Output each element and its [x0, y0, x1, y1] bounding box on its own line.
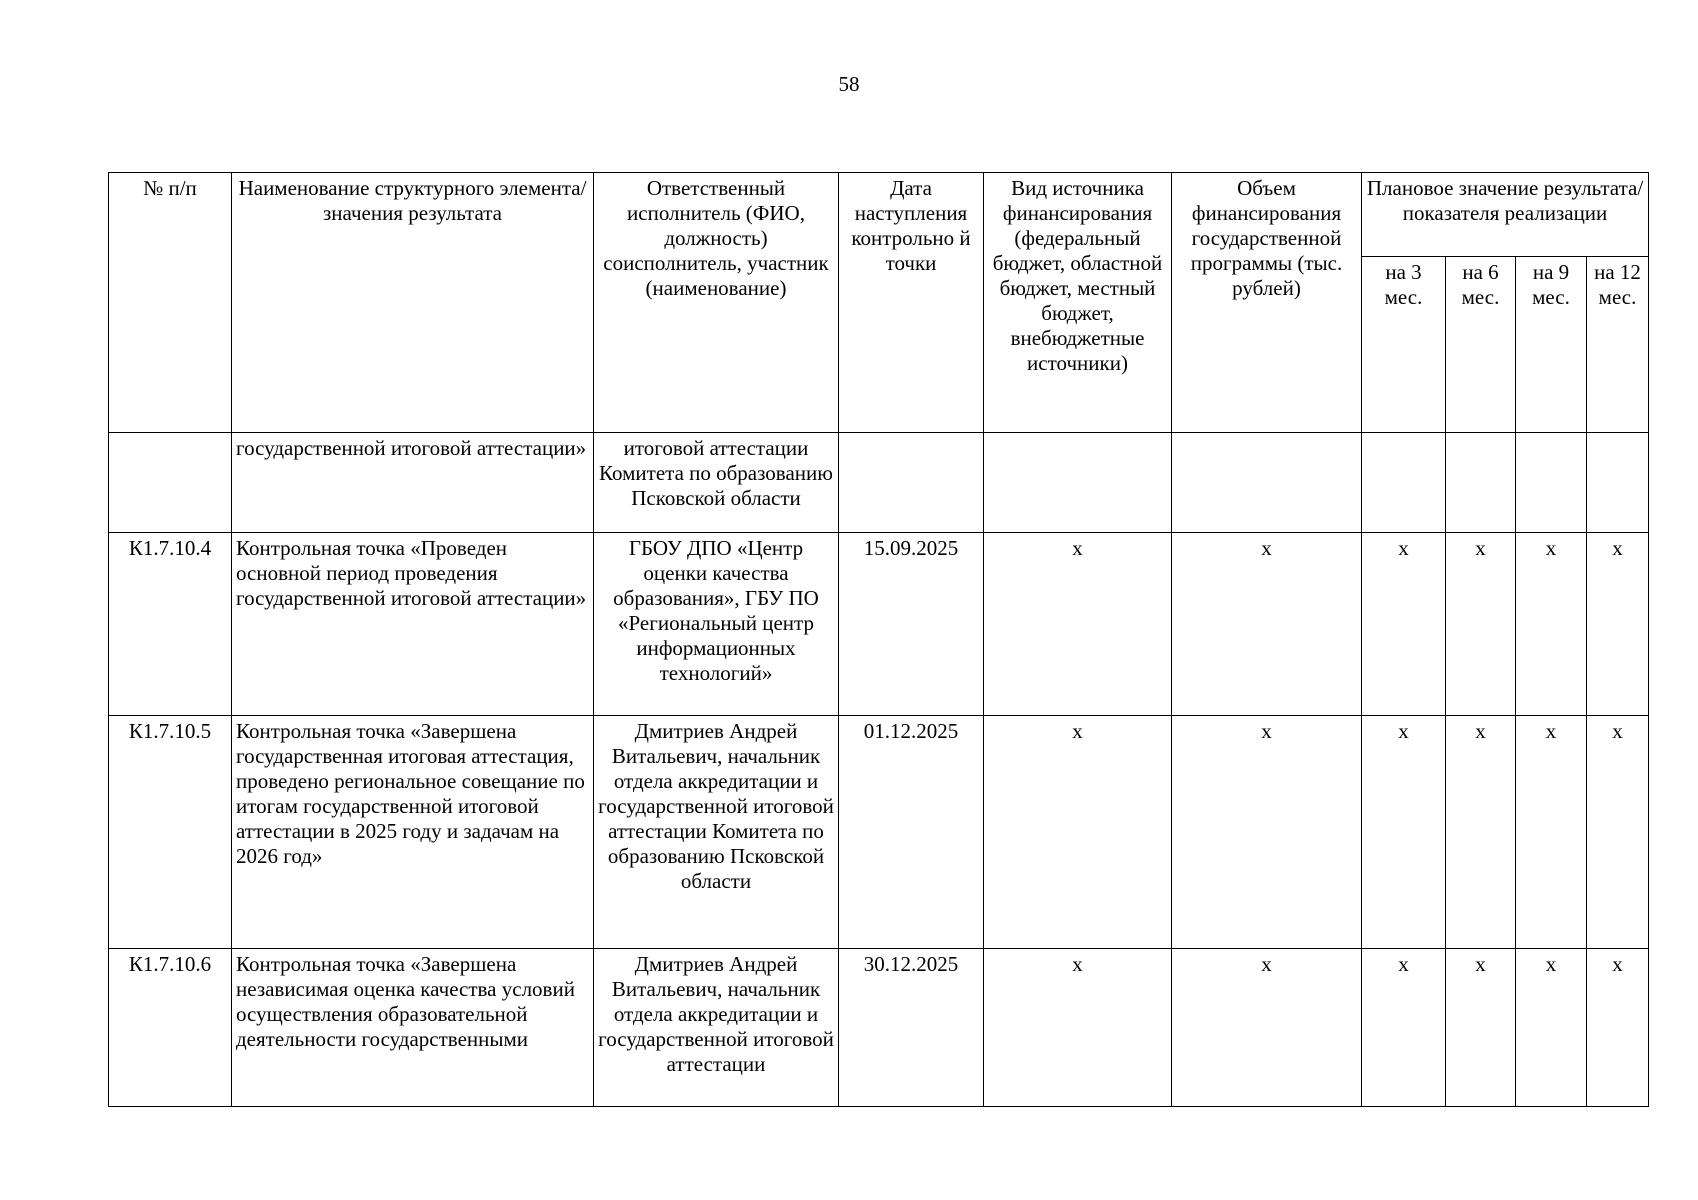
- control-points-table: [108, 172, 1649, 1107]
- row-num: К1.7.10.6: [109, 949, 232, 1107]
- row-m3: х: [1362, 949, 1446, 1107]
- header-m12: на 12 мес.: [1587, 257, 1649, 433]
- header-num: № п/п: [109, 173, 232, 433]
- row-responsible: Дмитриев Андрей Витальевич, начальник отдела аккредитации и государственной итоговой аттестации Комитета по образованию Псковской области: [594, 716, 839, 949]
- table-header-row: [109, 173, 1649, 257]
- row-date: 30.12.2025: [839, 949, 984, 1107]
- row-name: Контрольная точка «Проведен основной период проведения государственной итоговой аттестации»: [232, 533, 594, 716]
- row-date: [839, 433, 984, 533]
- row-m6: х: [1446, 533, 1516, 716]
- table-row: [109, 949, 1649, 1107]
- row-name: государственной итоговой аттестации»: [232, 433, 594, 533]
- table-row: [109, 716, 1649, 949]
- row-responsible: итоговой аттестации Комитета по образованию Псковской области: [594, 433, 839, 533]
- row-num: [109, 433, 232, 533]
- row-source: х: [984, 949, 1172, 1107]
- row-volume: х: [1172, 949, 1362, 1107]
- row-date: 15.09.2025: [839, 533, 984, 716]
- row-m6: х: [1446, 716, 1516, 949]
- row-m9: х: [1516, 716, 1587, 949]
- row-m6: х: [1446, 949, 1516, 1107]
- page-number: 58: [838, 72, 860, 96]
- row-m12: х: [1587, 533, 1649, 716]
- table-row: [109, 533, 1649, 716]
- row-m3: х: [1362, 716, 1446, 949]
- row-volume: х: [1172, 716, 1362, 949]
- header-m6: на 6 мес.: [1446, 257, 1516, 433]
- header-name: Наименование структурного элемента/ значения результата: [232, 173, 594, 433]
- row-volume: х: [1172, 533, 1362, 716]
- table-row: [109, 433, 1649, 533]
- header-plan: Плановое значение результата/показателя реализации: [1362, 173, 1649, 257]
- row-name: Контрольная точка «Завершена независимая оценка качества условий осуществления образовательной деятельности государственными: [232, 949, 594, 1107]
- row-m9: х: [1516, 949, 1587, 1107]
- row-m12: х: [1587, 949, 1649, 1107]
- row-num: К1.7.10.4: [109, 533, 232, 716]
- row-m9: х: [1516, 533, 1587, 716]
- header-date: Дата наступления контрольно й точки: [839, 173, 984, 433]
- header-volume: Объем финансирования государственной программы (тыс. рублей): [1172, 173, 1362, 433]
- row-m3: х: [1362, 533, 1446, 716]
- row-m12: [1587, 433, 1649, 533]
- row-name: Контрольная точка «Завершена государственная итоговая аттестация, проведено региональное совещание по итогам государственной итоговой аттестации в 2025 году и задачам на 2026 год»: [232, 716, 594, 949]
- row-m3: [1362, 433, 1446, 533]
- row-volume: [1172, 433, 1362, 533]
- row-source: х: [984, 716, 1172, 949]
- row-responsible: ГБОУ ДПО «Центр оценки качества образования», ГБУ ПО «Региональный центр информационных технологий»: [594, 533, 839, 716]
- row-date: 01.12.2025: [839, 716, 984, 949]
- header-m3: на 3 мес.: [1362, 257, 1446, 433]
- row-m12: х: [1587, 716, 1649, 949]
- header-source: Вид источника финансирования (федеральный бюджет, областной бюджет, местный бюджет, внебюджетные источники): [984, 173, 1172, 433]
- row-num: К1.7.10.5: [109, 716, 232, 949]
- row-source: [984, 433, 1172, 533]
- header-m9: на 9 мес.: [1516, 257, 1587, 433]
- row-m9: [1516, 433, 1587, 533]
- row-m6: [1446, 433, 1516, 533]
- header-responsible: Ответственный исполнитель (ФИО, должность) соисполнитель, участник (наименование): [594, 173, 839, 433]
- row-responsible: Дмитриев Андрей Витальевич, начальник отдела аккредитации и государственной итоговой аттестации: [594, 949, 839, 1107]
- row-source: х: [984, 533, 1172, 716]
